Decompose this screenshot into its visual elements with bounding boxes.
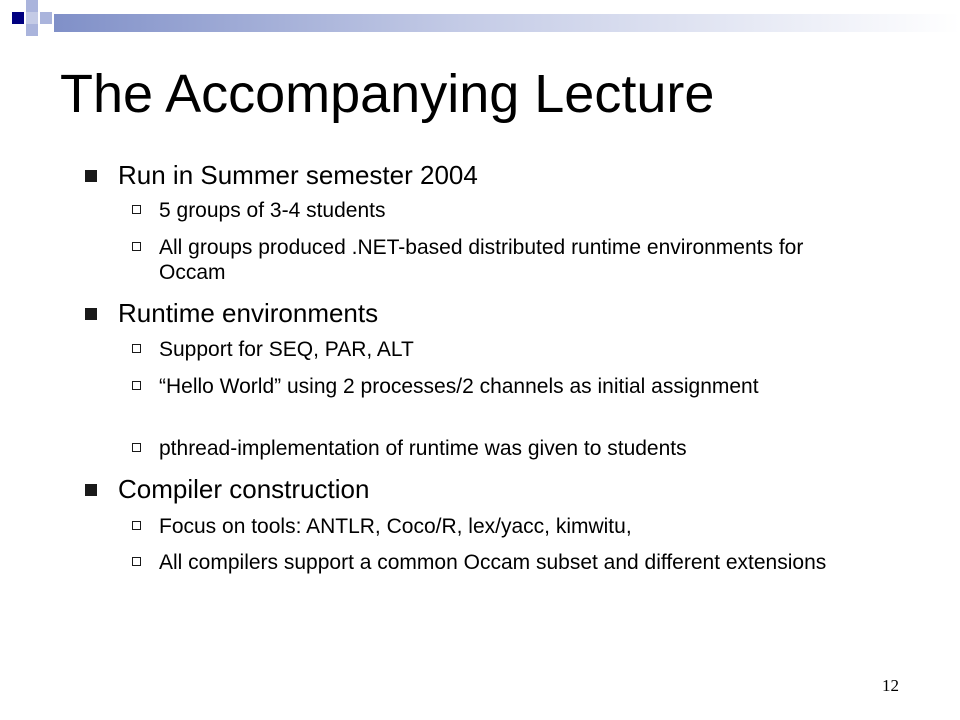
- bullet-text: Compiler construction: [118, 474, 370, 504]
- bullet-text: All groups produced .NET-based distributed runtime environments for Occam: [159, 236, 804, 284]
- square-bullet-icon: [85, 170, 97, 182]
- bullet-text: Runtime environments: [118, 298, 379, 328]
- hollow-square-bullet-icon: [132, 521, 141, 530]
- bullet-text: Support for SEQ, PAR, ALT: [159, 338, 414, 361]
- hollow-square-bullet-icon: [132, 344, 141, 353]
- bullet-text: Focus on tools: ANTLR, Coco/R, lex/yacc, kimwitu,: [159, 515, 632, 538]
- bullet-text: 5 groups of 3-4 students: [159, 199, 386, 222]
- bullet-text: All compilers support a common Occam subset and different extensions: [159, 551, 827, 574]
- bullet-text: pthread-implementation of runtime was given to students: [159, 437, 687, 460]
- hollow-square-bullet-icon: [132, 242, 141, 251]
- page-number: 12: [882, 676, 899, 695]
- slide-title: The Accompanying Lecture: [60, 64, 715, 124]
- square-bullet-icon: [85, 308, 97, 320]
- square-bullet-icon: [85, 484, 97, 496]
- hollow-square-bullet-icon: [132, 557, 141, 566]
- hollow-square-bullet-icon: [132, 443, 141, 452]
- bullet-text: Run in Summer semester 2004: [118, 160, 478, 190]
- hollow-square-bullet-icon: [132, 381, 141, 390]
- bullet-text: “Hello World” using 2 processes/2 channels as initial assignment: [159, 375, 759, 398]
- hollow-square-bullet-icon: [132, 205, 141, 214]
